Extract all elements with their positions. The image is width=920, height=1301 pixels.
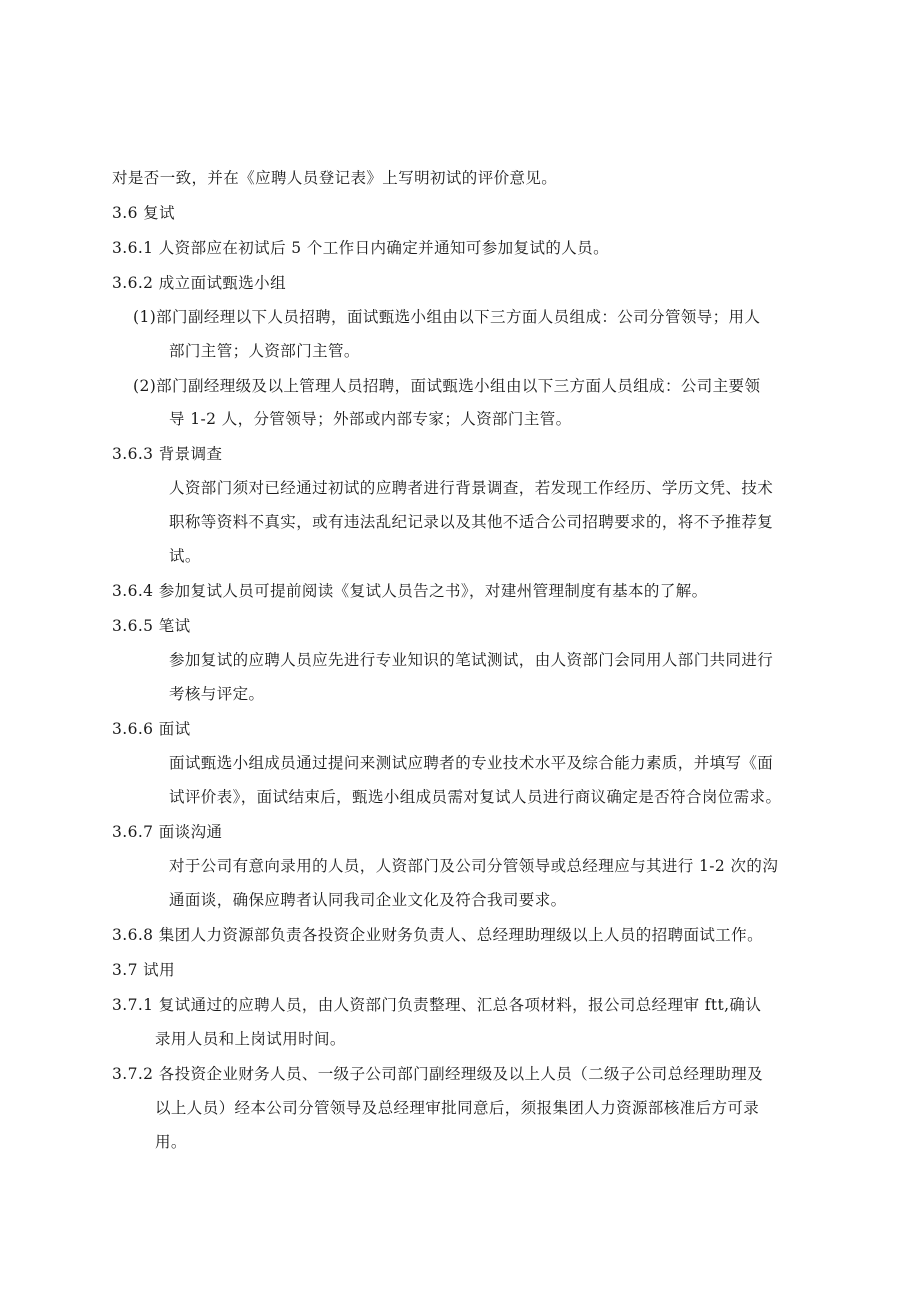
text-line-continuation: 录用人员和上岗试用时间。 <box>155 1030 346 1048</box>
paragraph-line: 试评价表》，面试结束后，甄选小组成员需对复试人员进行商议确定是否符合岗位需求。 <box>169 788 782 806</box>
subsection-heading: 3.6.5 笔试 <box>112 617 191 635</box>
paragraph-line: 考核与评定。 <box>169 685 265 703</box>
list-item: (1)部门副经理以下人员招聘，面试甄选小组由以下三方面人员组成：公司分管领导；用人 <box>133 308 761 326</box>
text-line: 3.6.1 人资部应在初试后 5 个工作日内确定并通知可参加复试的人员。 <box>112 239 609 257</box>
section-heading: 3.6 复试 <box>112 204 175 222</box>
text-line: 3.7.1 复试通过的应聘人员，由人资部门负责整理、汇总各项材料，报公司总经理审 ftt,确认 <box>112 996 762 1014</box>
paragraph-line: 对于公司有意向录用的人员，人资部门及公司分管领导或总经理应与其进行 1-2 次的沟 <box>169 857 779 875</box>
paragraph-line: 面试甄选小组成员通过提问来测试应聘者的专业技术水平及综合能力素质，并填写《面 <box>169 754 774 772</box>
text-line: 对是否一致，并在《应聘人员登记表》上写明初试的评价意见。 <box>112 169 558 187</box>
paragraph-line: 通面谈，确保应聘者认同我司企业文化及符合我司要求。 <box>169 891 567 909</box>
text-line: 3.6.4 参加复试人员可提前阅读《复试人员告之书》，对建州管理制度有基本的了解。 <box>112 582 708 600</box>
subsection-heading: 3.6.2 成立面试甄选小组 <box>112 274 286 292</box>
text-line: 3.7.2 各投资企业财务人员、一级子公司部门副经理级及以上人员（二级子公司总经理助理及 <box>112 1065 763 1083</box>
text-line-continuation: 以上人员）经本公司分管领导及总经理审批同意后，须报集团人力资源部核准后方可录 <box>155 1099 760 1117</box>
subsection-heading: 3.6.3 背景调查 <box>112 445 223 463</box>
text-line-continuation: 用。 <box>155 1133 187 1151</box>
paragraph-line: 参加复试的应聘人员应先进行专业知识的笔试测试，由人资部门会同用人部门共同进行 <box>169 651 774 669</box>
section-heading: 3.7 试用 <box>112 961 175 979</box>
text-line: 3.6.8 集团人力资源部负责各投资企业财务负责人、总经理助理级以上人员的招聘面试工作。 <box>112 926 763 944</box>
subsection-heading: 3.6.7 面谈沟通 <box>112 823 223 841</box>
list-item: (2)部门副经理级及以上管理人员招聘，面试甄选小组由以下三方面人员组成：公司主要领 <box>133 377 761 395</box>
paragraph-line: 职称等资料不真实，或有违法乱纪记录以及其他不适合公司招聘要求的，将不予推荐复 <box>169 513 774 531</box>
subsection-heading: 3.6.6 面试 <box>112 720 191 738</box>
paragraph-line: 试。 <box>169 547 201 565</box>
list-item-continuation: 导 1-2 人，分管领导；外部或内部专家；人资部门主管。 <box>169 410 572 428</box>
list-item-continuation: 部门主管；人资部门主管。 <box>169 342 360 360</box>
paragraph-line: 人资部门须对已经通过初试的应聘者进行背景调查，若发现工作经历、学历文凭、技术 <box>169 479 774 497</box>
